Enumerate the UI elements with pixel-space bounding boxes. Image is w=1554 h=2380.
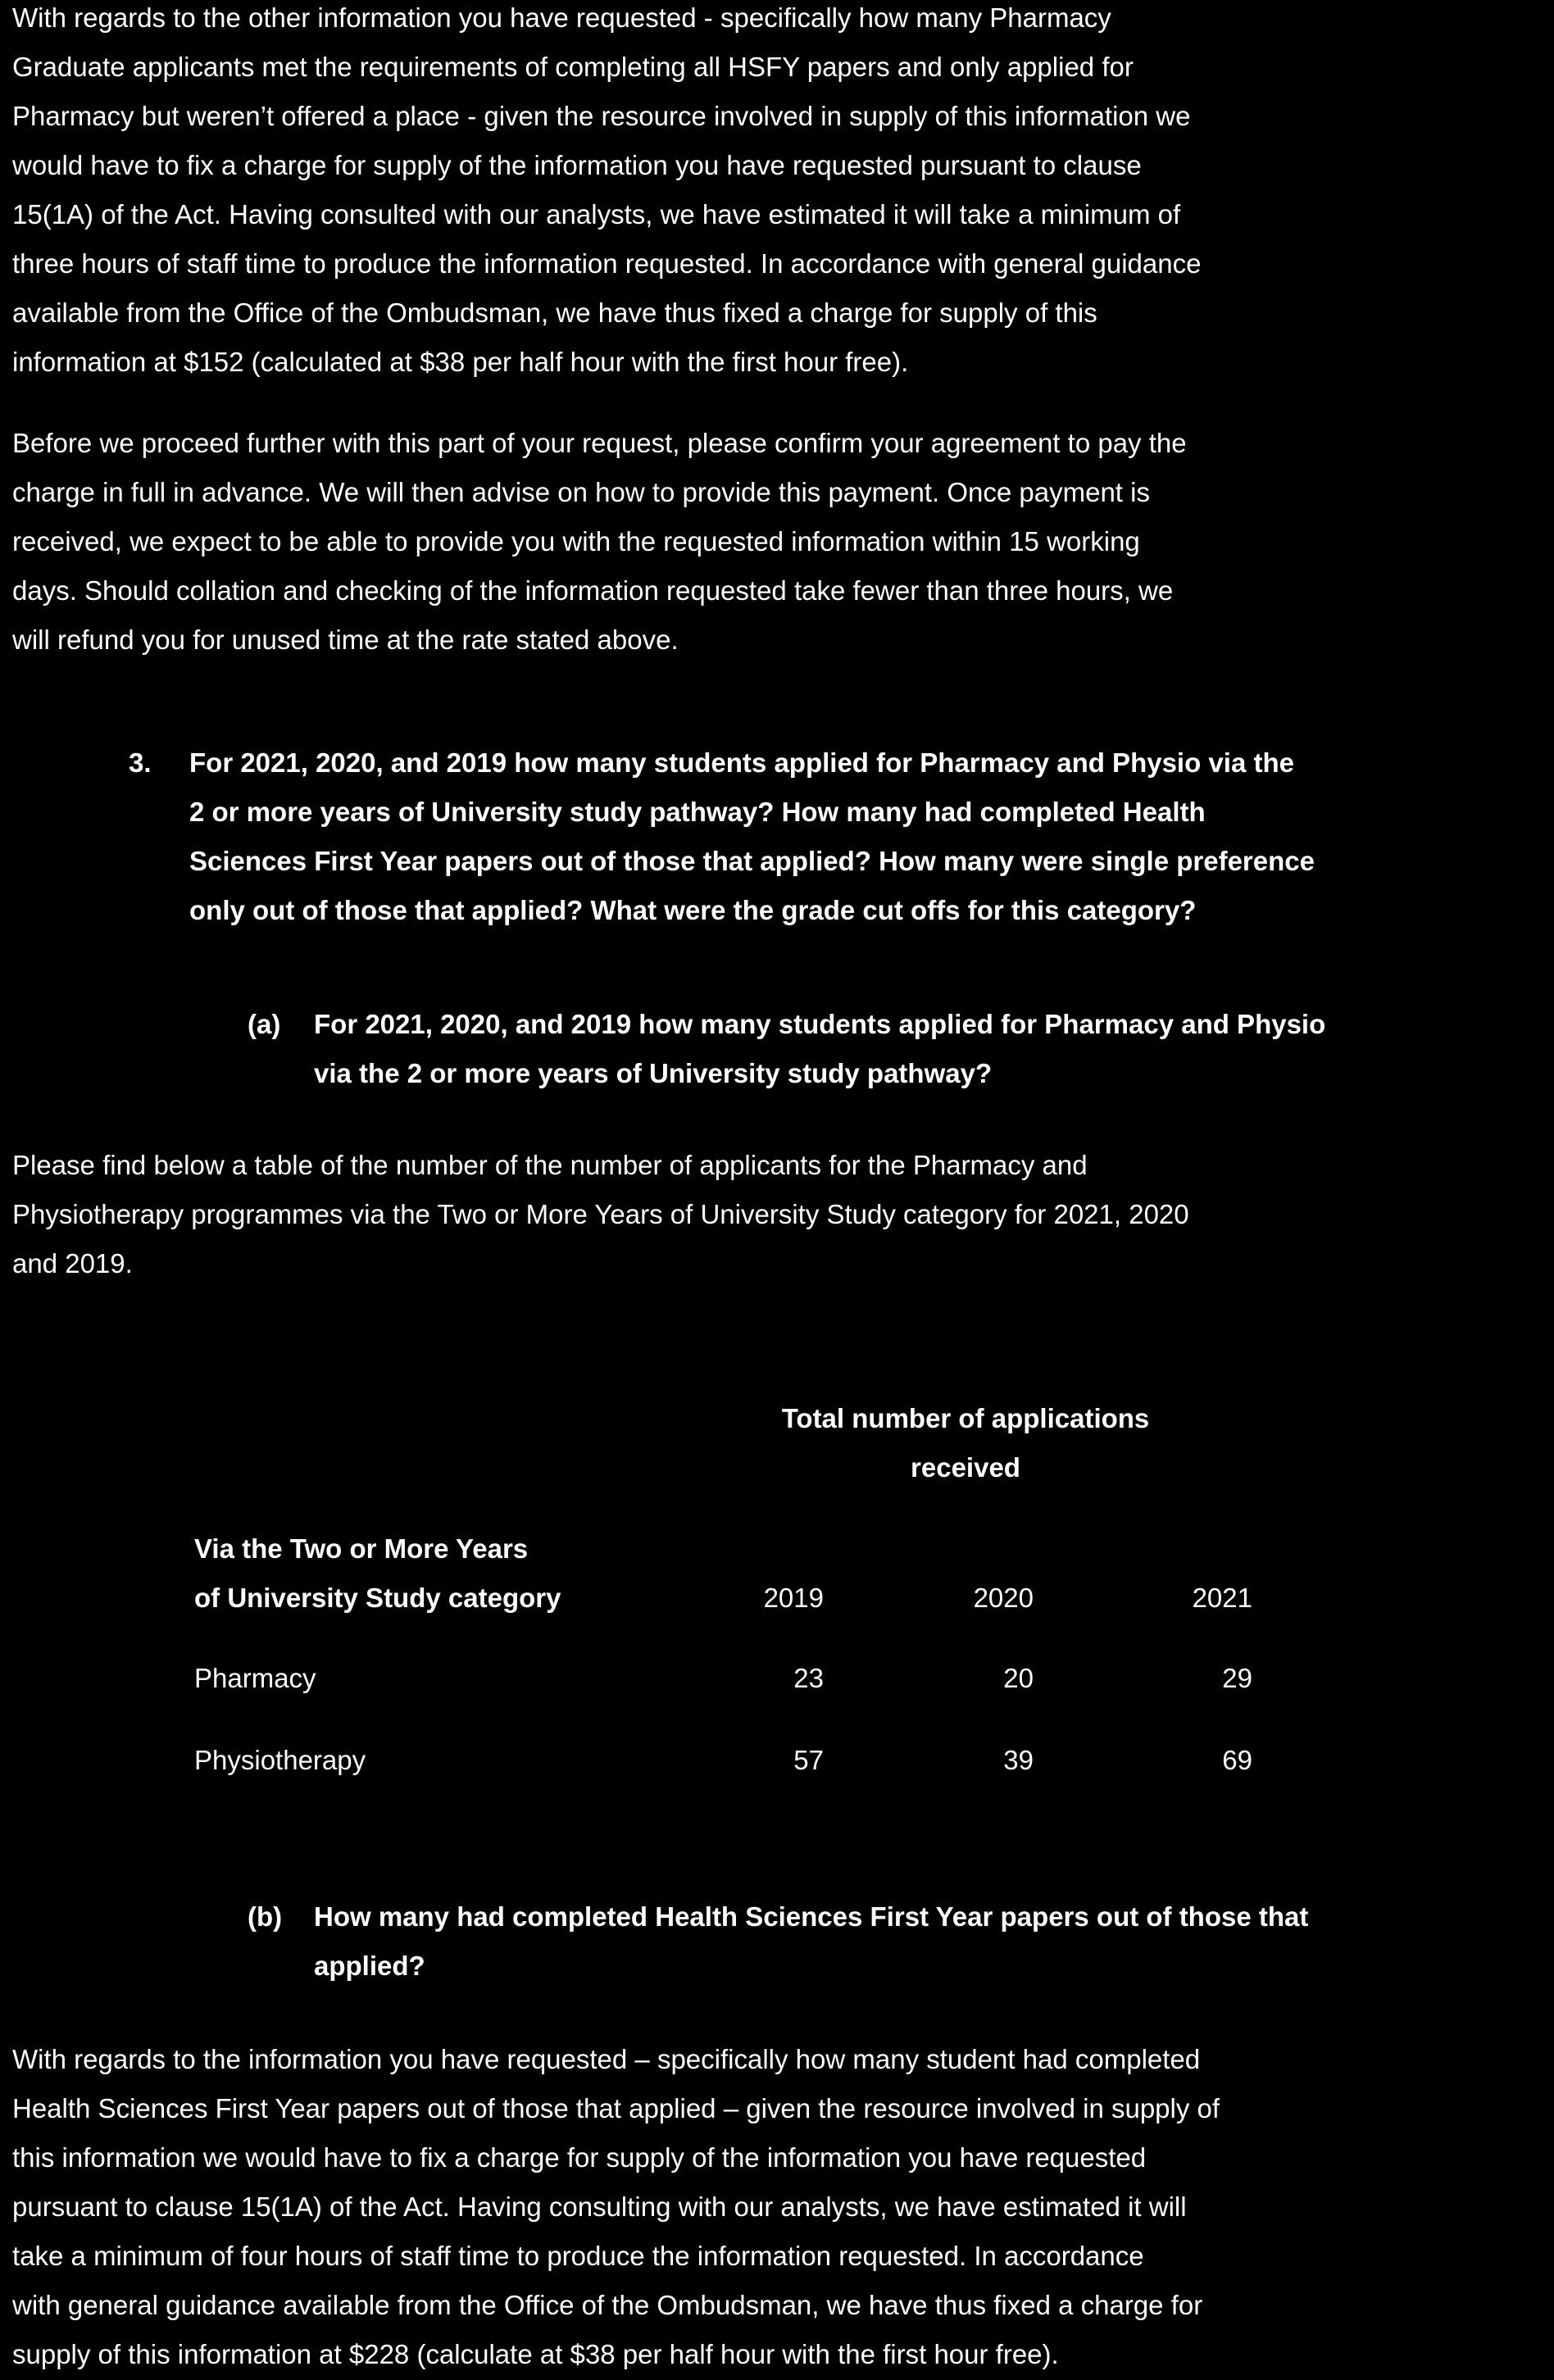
cell-value: 39	[1003, 1745, 1034, 1775]
text-line: For 2021, 2020, and 2019 how many students applied for Pharmacy and Physio	[314, 1009, 1326, 1039]
year-header: 2021	[1192, 1583, 1252, 1613]
text-line: 15(1A) of the Act. Having consulted with our analysts, we have estimated it will take a minimum of	[12, 199, 1181, 229]
cell-value: 69	[1222, 1745, 1252, 1775]
table-row-header	[194, 1524, 561, 1623]
text-line: will refund you for unused time at the rate stated above.	[12, 625, 679, 655]
text-line: supply of this information at $228 (calculate at $38 per half hour with the first hour free).	[12, 2339, 1059, 2369]
text-line: Sciences First Year papers out of those that applied? How many were single preference	[189, 846, 1315, 876]
paragraph-hsfy-charge	[12, 0, 1201, 387]
text-line: only out of those that applied? What were the grade cut offs for this category?	[189, 895, 1197, 925]
text-line: Graduate applicants met the requirements of completing all HSFY papers and only applied for	[12, 52, 1134, 82]
text-line: of University Study category	[194, 1583, 561, 1613]
text-line: information at $152 (calculated at $38 per half hour with the first hour free).	[12, 347, 909, 377]
text-line: With regards to the information you have requested – specifically how many student had completed	[12, 2044, 1201, 2074]
text-line: Via the Two or More Years	[194, 1533, 529, 1564]
cell-value: 23	[793, 1663, 824, 1693]
text-line: available from the Office of the Ombudsman, we have thus fixed a charge for supply of this	[12, 298, 1097, 328]
table-group-header	[720, 1394, 1211, 1492]
text-line: received, we expect to be able to provide you with the requested information within 15 working	[12, 526, 1140, 556]
text-line: take a minimum of four hours of staff time to produce the information requested. In accordance	[12, 2241, 1144, 2271]
cell-value: 20	[1003, 1663, 1034, 1693]
text-line: How many had completed Health Sciences First Year papers out of those that	[314, 1901, 1309, 1932]
text-line: Health Sciences First Year papers out of those that applied – given the resource involved in supply of	[12, 2093, 1220, 2123]
subitem-label: (b)	[248, 1901, 283, 1932]
paragraph-payment	[12, 419, 1187, 665]
text-line: Pharmacy but weren’t offered a place - given the resource involved in supply of this information we	[12, 101, 1191, 131]
text-line: Physiotherapy programmes via the Two or More Years of University Study category for 2021, 2020	[12, 1199, 1189, 1229]
text-line: 2 or more years of University study pathway? How many had completed Health	[189, 797, 1206, 827]
year-header: 2020	[973, 1583, 1034, 1613]
text-line: applied?	[314, 1951, 425, 1981]
question-3	[189, 738, 1315, 935]
text-line: three hours of staff time to produce the information requested. In accordance with general guidance	[12, 248, 1202, 279]
text-line: pursuant to clause 15(1A) of the Act. Having consulting with our analysts, we have estimated it will	[12, 2192, 1187, 2222]
text-line: With regards to the other information you have requested - specifically how many Pharmacy	[12, 2, 1111, 33]
text-line: charge in full in advance. We will then advise on how to provide this payment. Once payment is	[12, 477, 1150, 507]
row-label: Pharmacy	[194, 1663, 316, 1693]
text-line: Total number of applications	[781, 1403, 1150, 1433]
question-3b	[314, 1892, 1308, 1991]
paragraph-hsfy-completion-charge	[12, 2035, 1220, 2379]
year-header: 2019	[763, 1583, 824, 1613]
text-line: with general guidance available from the Office of the Ombudsman, we have thus fixed a charge for	[12, 2290, 1203, 2320]
question-3a	[314, 1000, 1325, 1098]
text-line: received	[911, 1452, 1020, 1483]
paragraph-table-intro	[12, 1141, 1189, 1288]
text-line: this information we would have to fix a charge for supply of the information you have requested	[12, 2142, 1147, 2173]
text-line: Please find below a table of the number of the number of applicants for the Pharmacy and	[12, 1150, 1088, 1180]
cell-value: 57	[793, 1745, 824, 1775]
text-line: would have to fix a charge for supply of the information you have requested pursuant to clause	[12, 150, 1142, 180]
item-number: 3.	[129, 747, 152, 778]
text-line: days. Should collation and checking of the information requested take fewer than three hours, we	[12, 575, 1174, 606]
cell-value: 29	[1222, 1663, 1252, 1693]
text-line: For 2021, 2020, and 2019 how many students applied for Pharmacy and Physio via the	[189, 747, 1294, 778]
subitem-label: (a)	[248, 1009, 281, 1039]
text-line: Before we proceed further with this part of your request, please confirm your agreement to pay the	[12, 428, 1187, 458]
text-line: and 2019.	[12, 1248, 133, 1279]
text-line: via the 2 or more years of University study pathway?	[314, 1058, 993, 1088]
row-label: Physiotherapy	[194, 1745, 366, 1775]
